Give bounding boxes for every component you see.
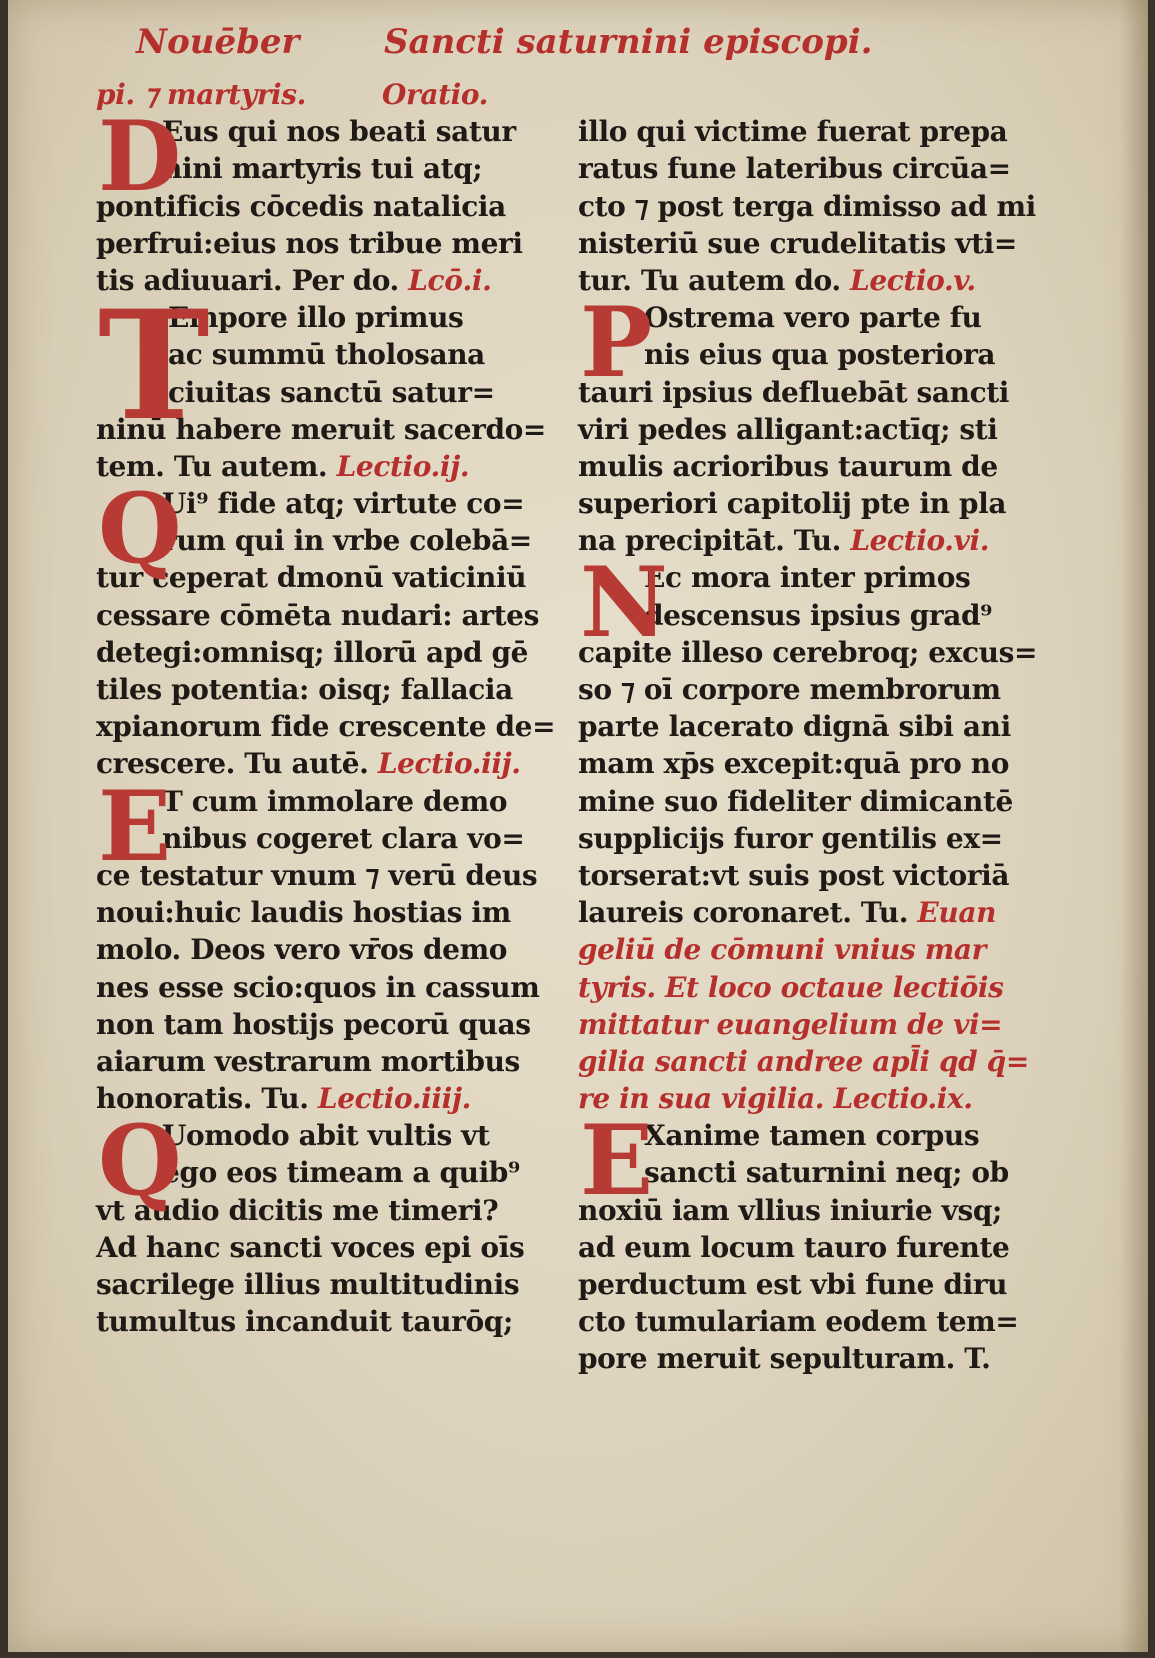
text-line [578, 1229, 1028, 1266]
text-line: Xanime tamen corpus [644, 1119, 980, 1153]
running-header-left: Nouēber [136, 22, 300, 62]
line-text: cto tumulariam eodem tem= [578, 1305, 1019, 1339]
text-line: ciuitas sanctū satur= [168, 375, 495, 409]
text-line: nis eius qua posteriora [644, 338, 996, 372]
text-line [578, 708, 1028, 745]
line-text: so ⁊ oī corpore membrorum [578, 673, 1001, 706]
text-line: Empore illo primus [168, 301, 464, 335]
text-line [578, 225, 1028, 262]
line-text: Ad hanc sancti voces epi oīs [96, 1230, 525, 1264]
rubricated-initial: N [580, 546, 668, 660]
text-line [578, 783, 1028, 820]
line-text: nes esse scio:quos in cassum [96, 970, 540, 1004]
text-line [578, 188, 1036, 225]
text-line: nibus cogeret clara vo= [162, 821, 525, 855]
text-line [578, 448, 1028, 485]
text-line: T cum immolare demo [162, 784, 508, 818]
line-text: pi. ⁊ martyris. [96, 78, 307, 111]
line-text: perductum est vbi fune diru [578, 1268, 1008, 1301]
text-line [578, 1303, 1028, 1340]
rubricated-initial: P [580, 286, 653, 400]
text-line: nini martyris tui atq; [162, 152, 483, 186]
text-line [96, 634, 546, 671]
line-text: superiori capitolij pte in pla [578, 487, 1007, 521]
line-text: tyris. Et loco octaue lectiōis [578, 970, 1004, 1004]
text-line [96, 1006, 546, 1043]
manuscript-page [8, 0, 1148, 1652]
line-text: viri pedes alligant:actīq; sti [578, 412, 998, 446]
line-text: mittatur euangelium de vi= [578, 1007, 1003, 1041]
text-line [578, 857, 1028, 894]
text-line [96, 225, 546, 262]
line-text: ratus fune lateribus circūa= [578, 152, 1011, 186]
line-text: tiles potentia: oisq; fallacia [96, 673, 513, 706]
line-text: capite illeso cerebroq; excus= [578, 635, 1038, 669]
rubric-line [578, 1006, 1028, 1043]
text-line [96, 671, 546, 708]
line-text: geliū de cōmuni vnius mar [578, 933, 987, 967]
line-text: Oratio. [382, 78, 488, 111]
lectio-rubric: Lectio.ij. [327, 449, 470, 483]
line-text: tur ceperat dmonū vaticiniū [96, 561, 527, 595]
line-text: cessare cōmēta nudari: artes [96, 598, 539, 632]
line-text: tauri ipsius defluebāt sancti [578, 375, 1009, 409]
line-text: molo. Deos vero vr̄os demo [96, 933, 508, 967]
lectio-rubric: Euan [908, 896, 997, 930]
text-line [96, 894, 546, 931]
line-text: detegi:omnisq; illorū apd gē [96, 635, 529, 669]
text-line [578, 1340, 1028, 1377]
text-line [96, 597, 546, 634]
rubric-line [578, 1043, 1028, 1080]
rubricated-initial: E [580, 1104, 654, 1218]
text-line [96, 708, 556, 745]
text-line [96, 969, 546, 1006]
lectio-rubric: Lectio.v. [840, 263, 976, 297]
text-line [578, 1266, 1028, 1303]
line-text: crescere. Tu autē. [96, 747, 369, 781]
lectio-rubric: Lectio.iiij. [308, 1082, 471, 1116]
line-text: ce testatur vnum ⁊ verū deus [96, 858, 538, 892]
rubric-line [578, 969, 1028, 1006]
text-line [578, 671, 1028, 708]
line-text: mulis acrioribus taurum de [578, 449, 998, 483]
line-text: re in sua vigilia. [578, 1082, 825, 1116]
page-gutter-shadow [1120, 0, 1148, 1652]
line-text: cto ⁊ post terga dimisso ad mi [578, 189, 1036, 223]
line-text: xpianorum fide crescente de= [96, 710, 556, 744]
text-line: Ec mora inter primos [644, 561, 971, 595]
rubric-line [578, 931, 1028, 968]
text-line: Ui⁹ fide atq; virtute co= [162, 487, 525, 521]
line-text: mine suo fideliter dimicantē [578, 784, 1013, 818]
text-line [578, 150, 1028, 187]
text-line: sancti saturnini neq; ob [644, 1156, 1009, 1190]
lectio-rubric: Lectio.ix. [824, 1082, 973, 1116]
running-header-right: Sancti saturnini episcopi. [384, 22, 873, 62]
line-text: aiarum vestrarum mortibus [96, 1044, 520, 1078]
line-text: tem. Tu autem. [96, 449, 328, 483]
line-text: noui:huic laudis hostias im [96, 896, 511, 930]
line-text: parte lacerato dignā sibi ani [578, 710, 1011, 744]
line-text: supplicijs furor gentilis ex= [578, 821, 1003, 855]
line-text: sacrilege illius multitudinis [96, 1268, 520, 1301]
rubricated-initial: Q [98, 1104, 182, 1218]
text-line: ego eos timeam a quib⁹ [162, 1156, 520, 1190]
lectio-rubric: Lectio.vi. [840, 524, 990, 558]
text-line [578, 894, 1028, 931]
left-column [96, 76, 556, 1340]
rubricated-initial: E [98, 769, 172, 883]
line-text: noxiū iam vllius iniurie vsq; [578, 1193, 1002, 1227]
line-text: perfrui:eius nos tribue meri [96, 226, 523, 260]
rubric-line [382, 76, 1028, 113]
line-text: non tam hostijs pecorū quas [96, 1007, 531, 1041]
text-line [96, 1266, 546, 1303]
text-line: Ostrema vero parte fu [644, 301, 982, 335]
text-line: ac summū tholosana [168, 338, 485, 372]
lectio-rubric: Lcō.i. [398, 263, 492, 297]
line-text: laureis coronaret. Tu. [578, 896, 909, 930]
lectio-rubric: Lectio.iij. [368, 747, 521, 781]
line-text: vt audio dicitis me timeri? [96, 1193, 499, 1227]
line-text: tis adiuuari. Per do. [96, 263, 399, 297]
line-text: ninū habere meruit sacerdo= [96, 412, 546, 446]
text-line: Eus qui nos beati satur [162, 115, 516, 149]
line-text: illo qui victime fuerat prepa [578, 115, 1008, 149]
line-text: nisteriū sue crudelitatis vti= [578, 226, 1017, 260]
line-text: torserat:vt suis post victoriā [578, 858, 1010, 892]
rubricated-initial: T [98, 278, 210, 455]
text-line [578, 485, 1028, 522]
rubricated-initial: D [98, 100, 182, 214]
text-line: descensus ipsius grad⁹ [644, 598, 993, 632]
line-text: pontificis cōcedis natalicia [96, 189, 506, 223]
text-line [96, 931, 546, 968]
text-line [96, 1303, 546, 1340]
text-line [578, 820, 1028, 857]
text-line [578, 745, 1028, 782]
line-text: na precipitāt. Tu. [578, 524, 841, 558]
line-text: honoratis. Tu. [96, 1082, 309, 1116]
line-text: ad eum locum tauro furente [578, 1230, 1010, 1264]
text-line [96, 1229, 546, 1266]
text-line [578, 113, 1028, 150]
text-line: rum qui in vrbe colebā= [162, 524, 532, 558]
line-text: tur. Tu autem do. [578, 263, 841, 297]
text-line [96, 1043, 546, 1080]
rubricated-initial: Q [98, 472, 182, 586]
line-text: mam xp̄s excepit:quā pro no [578, 747, 1009, 781]
text-line [578, 411, 1028, 448]
line-text: gilia sancti andree apl̄i qd q̄= [578, 1044, 1029, 1078]
line-text: pore meruit sepulturam. T. [578, 1342, 991, 1376]
text-line: Uomodo abit vultis vt [162, 1119, 490, 1153]
line-text: tumultus incanduit taurōq; [96, 1305, 513, 1339]
